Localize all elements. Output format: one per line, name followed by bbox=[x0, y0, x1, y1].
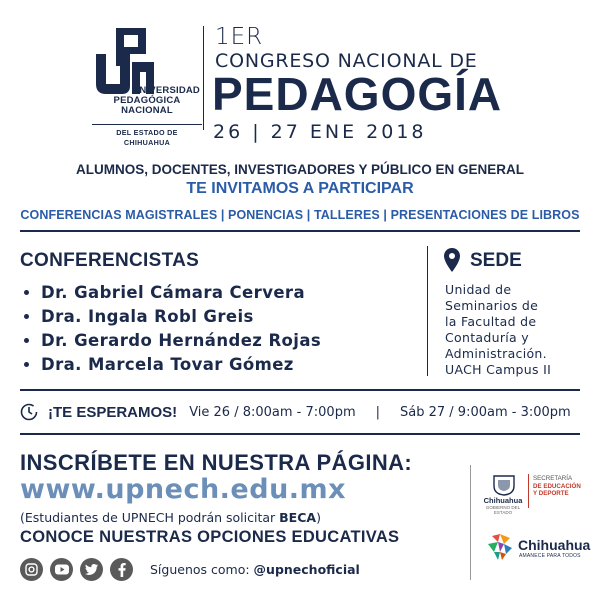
twitter-icon[interactable] bbox=[80, 558, 103, 581]
logo-line-1: UNIVERSIDAD bbox=[132, 85, 200, 96]
speaker-item bbox=[20, 304, 321, 328]
scholarship-note bbox=[20, 510, 321, 525]
note-prefix: (Estudiantes de UPNECH podrán solicitar bbox=[20, 510, 280, 525]
social-handle[interactable]: @upnechoficial bbox=[253, 562, 360, 577]
state-government-name: Chihuahua bbox=[483, 496, 523, 505]
upn-logo bbox=[92, 22, 202, 147]
invitation-cta: TE INVITAMOS A PARTICIPAR bbox=[186, 180, 414, 197]
venue-line: Administración. bbox=[445, 346, 547, 361]
state-seal-icon bbox=[492, 474, 516, 496]
schedule-row bbox=[20, 400, 585, 424]
secretariat-label: SECRETARÍA bbox=[533, 475, 573, 482]
secretariat-line-2: Y DEPORTE bbox=[533, 490, 569, 497]
venue-title: SEDE bbox=[470, 250, 522, 271]
sponsors-divider bbox=[470, 465, 471, 580]
divider-bottom bbox=[20, 433, 580, 435]
divider-top bbox=[20, 230, 580, 232]
educational-offer-text: CONOCE NUESTRAS OPCIONES EDUCATIVAS bbox=[20, 528, 400, 546]
venue-line: Seminarios de bbox=[445, 298, 539, 313]
logo-line-4: DEL ESTADO DE CHIHUAHUA bbox=[92, 124, 202, 148]
speakers-title: CONFERENCISTAS bbox=[20, 250, 200, 271]
social-links bbox=[20, 558, 360, 581]
location-pin-icon bbox=[444, 248, 460, 272]
secretariat-line-1: DE EDUCACIÓN bbox=[533, 482, 581, 490]
note-suffix: ) bbox=[316, 510, 321, 525]
event-dates: 26 | 27 ENE 2018 bbox=[213, 121, 427, 143]
note-highlight: BECA bbox=[279, 510, 317, 525]
schedule-day-2: Sáb 27 / 9:00am - 3:00pm bbox=[400, 404, 571, 420]
schedule-separator: | bbox=[375, 404, 381, 420]
brand-tagline: AMANECE PARA TODOS bbox=[519, 553, 581, 559]
bullet-icon bbox=[24, 338, 29, 343]
instagram-icon[interactable] bbox=[20, 558, 43, 581]
speaker-name: Dr. Gerardo Hernández Rojas bbox=[41, 330, 322, 350]
state-government-sub: GOBIERNO DEL ESTADO bbox=[485, 505, 521, 515]
venue-line: la Facultad de bbox=[445, 314, 537, 329]
schedule-day-1: Vie 26 / 8:00am - 7:00pm bbox=[189, 404, 356, 420]
event-subject: PEDAGOGÍA bbox=[212, 68, 503, 120]
youtube-icon[interactable] bbox=[50, 558, 73, 581]
audience-text: ALUMNOS, DOCENTES, INVESTIGADORES Y PÚBLICO EN GENERAL bbox=[75, 162, 525, 177]
registration-url-link[interactable]: www.upnech.edu.mx bbox=[20, 474, 347, 505]
speaker-item bbox=[20, 352, 321, 376]
speaker-name: Dra. Marcela Tovar Gómez bbox=[41, 354, 294, 374]
brand-name: Chihuahua bbox=[518, 537, 591, 553]
bullet-icon bbox=[24, 290, 29, 295]
registration-title: INSCRÍBETE EN NUESTRA PÁGINA: bbox=[20, 450, 413, 475]
event-label: CONGRESO NACIONAL DE bbox=[215, 50, 478, 72]
logo-line-2: PEDAGÓGICA bbox=[113, 95, 181, 106]
venue-line: Unidad de bbox=[445, 282, 512, 297]
follow-text bbox=[150, 562, 360, 577]
clock-icon bbox=[20, 403, 38, 421]
logo-line-3: NACIONAL bbox=[121, 105, 173, 116]
activities-list: CONFERENCIAS MAGISTRALES | PONENCIAS | TALLERES | PRESENTACIONES DE LIBROS bbox=[20, 208, 580, 222]
venue-line: Contaduría y bbox=[445, 330, 529, 345]
divider-middle bbox=[20, 389, 580, 391]
bullet-icon bbox=[24, 314, 29, 319]
venue-line: UACH Campus II bbox=[445, 362, 552, 377]
speaker-item bbox=[20, 328, 321, 352]
schedule-label: ¡TE ESPERAMOS! bbox=[48, 403, 178, 421]
facebook-icon[interactable] bbox=[110, 558, 133, 581]
speaker-item bbox=[20, 280, 321, 304]
header-divider bbox=[203, 26, 204, 130]
edition-label: 1ER bbox=[215, 24, 264, 50]
speaker-name: Dr. Gabriel Cámara Cervera bbox=[41, 282, 306, 302]
speaker-name: Dra. Ingala Robl Greis bbox=[41, 306, 254, 326]
venue-address bbox=[445, 282, 585, 378]
follow-label: Síguenos como: bbox=[150, 562, 254, 577]
secretariat-name bbox=[533, 475, 595, 498]
upn-logo-text bbox=[92, 86, 202, 148]
bullet-icon bbox=[24, 362, 29, 367]
speakers-list bbox=[20, 280, 321, 376]
sponsor-divider bbox=[528, 474, 529, 508]
chihuahua-brand-logo-icon bbox=[486, 532, 516, 562]
speakers-venue-divider bbox=[427, 246, 428, 376]
